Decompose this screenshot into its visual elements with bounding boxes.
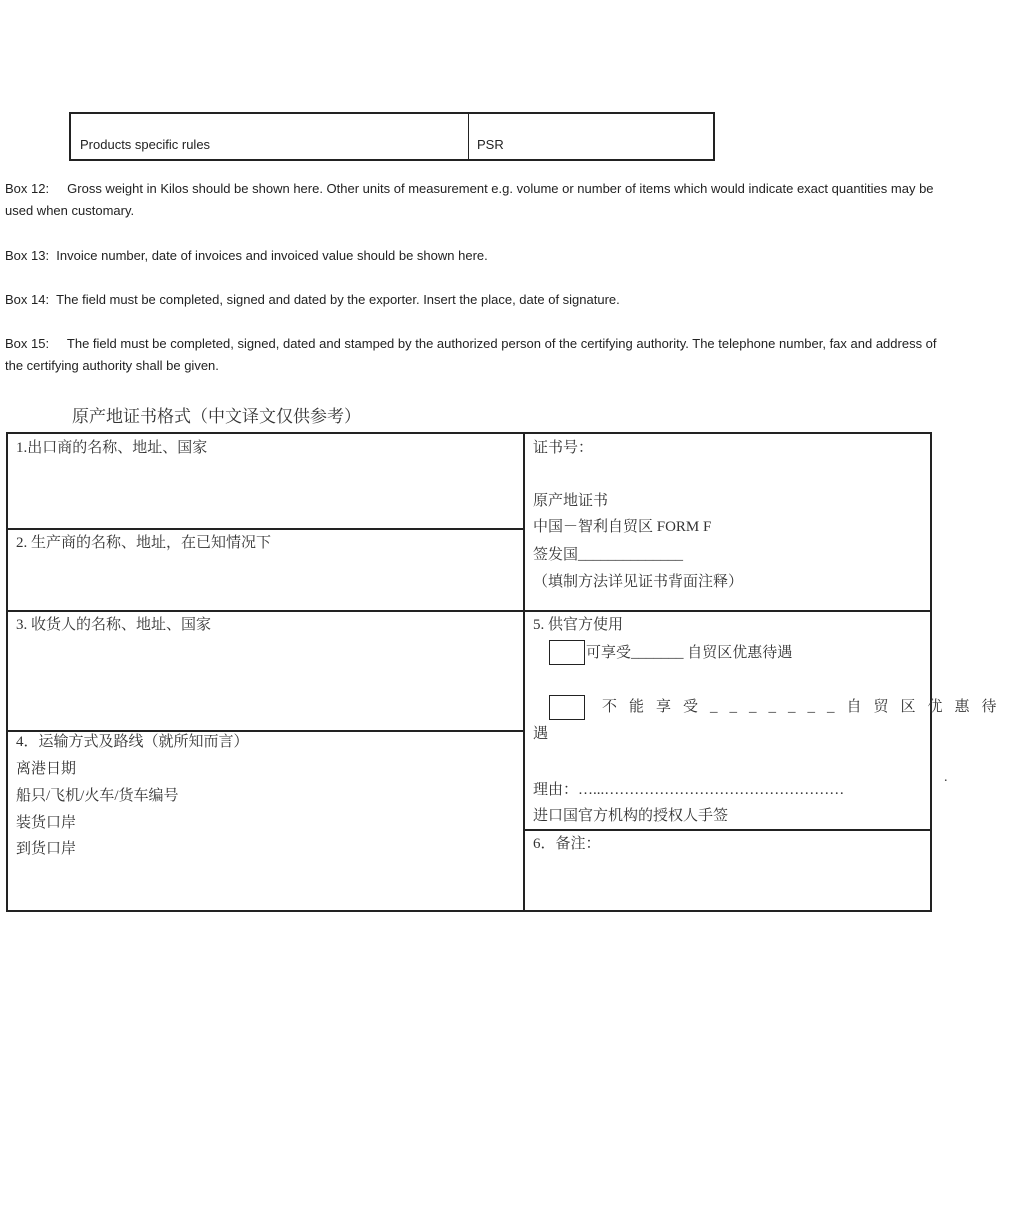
box4-line-discharge-port: 到货口岸 <box>16 841 77 857</box>
box4-line-loading-port: 装货口岸 <box>16 815 77 831</box>
box4-line-vessel: 船只/飞机/火车/货车编号 <box>16 788 179 804</box>
cert-number-label: 证书号： <box>533 440 594 456</box>
cert-title: 原产地证书 <box>533 493 609 509</box>
note-box13: Box 13: Invoice number, date of invoices and invoiced value should be shown here. <box>5 248 488 263</box>
box3-label: 3. 收货人的名称、地址、国家 <box>16 617 212 633</box>
psr-table <box>69 112 715 161</box>
box5-signature: 进口国官方机构的授权人手签 <box>533 808 729 824</box>
margin-mark: . <box>944 770 948 785</box>
box2-label: 2. 生产商的名称、地址，在已知情况下 <box>16 535 272 551</box>
psr-right-cell: PSR <box>477 137 504 152</box>
box5-option1: 可享受_______ 自贸区优惠待遇 <box>586 645 793 661</box>
preferential-checkbox[interactable] <box>549 640 585 665</box>
divider-box1-box2 <box>8 528 523 530</box>
cert-issued-in: 签发国______________ <box>533 547 684 563</box>
psr-left-cell: Products specific rules <box>71 114 469 159</box>
cn-form-title: 原产地证书格式（中文译文仅供参考） <box>72 407 361 426</box>
box5-option2-line1: 不能享受_______自贸区优惠待 <box>602 699 1009 715</box>
cert-subtitle: 中国－智利自贸区 FORM F <box>533 519 712 535</box>
box5-reason: 理由：…...………………………………………… <box>533 782 845 798</box>
note-box12: Box 12: Gross weight in Kilos should be shown here. Other units of measurement e.g. volume or number of items which would indicate exact quantities may be used when customary. <box>5 181 934 218</box>
box1-label: 1.出口商的名称、地址、国家 <box>16 440 208 456</box>
form-center-divider <box>523 434 525 912</box>
divider-box5-box6 <box>523 829 930 831</box>
box4-line-departure: 离港日期 <box>16 761 77 777</box>
box5-title: 5. 供官方使用 <box>533 617 624 633</box>
cn-certificate-form <box>6 432 1009 912</box>
box5-option2-line2: 遇 <box>533 726 549 742</box>
cert-note: （填制方法详见证书背面注释） <box>533 574 744 590</box>
note-box15: Box 15: The field must be completed, signed, dated and stamped by the authorized person of the certifying authority. The telephone number, fax and address of the certifying authority shall be given. <box>5 336 937 373</box>
divider-row1-row2 <box>8 610 930 612</box>
note-box14: Box 14: The field must be completed, signed and dated by the exporter. Insert the place, date of signature. <box>5 292 620 307</box>
box6-label: 6．备注： <box>533 836 601 852</box>
box4-title: 4．运输方式及路线（就所知而言） <box>16 734 249 750</box>
non-preferential-checkbox[interactable] <box>549 695 585 720</box>
